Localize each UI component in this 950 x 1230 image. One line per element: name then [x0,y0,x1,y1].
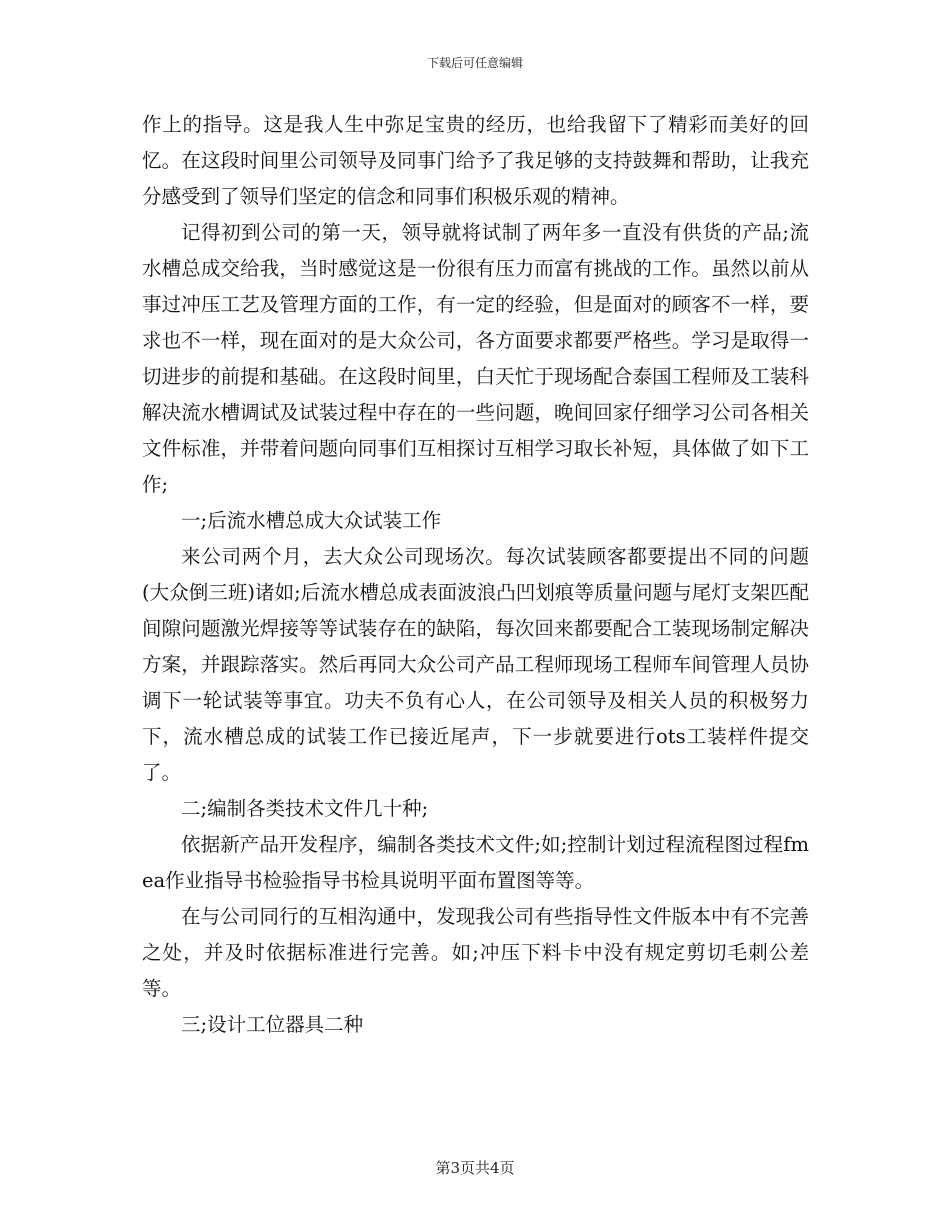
page-header: 下载后可任意编辑 [426,56,523,70]
paragraph: 在与公司同行的互相沟通中，发现我公司有些指导性文件版本中有不完善之处，并及时依据标准进行完善。如;冲压下料卡中没有规定剪切毛刺公差等。 [142,905,809,1000]
paragraph: 来公司两个月，去大众公司现场次。每次试装顾客都要提出不同的问题(大众倒三班)诸如;后流水槽总成表面波浪凸凹划痕等质量问题与尾灯支架匹配间隙问题激光焊接等等试装存在的缺陷，每次回来都要配合工装现场制定解决方案，并跟踪落实。然后再同大众公司产品工程师现场工程师车间管理人员协调下一轮试装等事宜。功夫不负有心人，在公司领导及相关人员的积极努力下，流水槽总成的试装工作已接近尾声，下一步就要进行ots工装样件提交了。 [142,545,809,784]
document-body [142,107,809,1043]
section-heading: 一;后流水槽总成大众试装工作 [181,509,442,532]
paragraph: 作上的指导。这是我人生中弥足宝贵的经历，也给我留下了精彩而美好的回忆。在这段时间里公司领导及同事门给予了我足够的支持鼓舞和帮助，让我充分感受到了领导们坚定的信念和同事们积极乐观的精神。 [142,113,809,208]
paragraph: 记得初到公司的第一天，领导就将试制了两年多一直没有供货的产品;流水槽总成交给我，当时感觉这是一份很有压力而富有挑战的工作。虽然以前从事过冲压工艺及管理方面的工作，有一定的经验，但是面对的顾客不一样，要求也不一样，现在面对的是大众公司，各方面要求都要严格些。学习是取得一切进步的前提和基础。在这段时间里，白天忙于现场配合泰国工程师及工装科解决流水槽调试及试装过程中存在的一些问题，晚间回家仔细学习公司各相关文件标准，并带着问题向同事们互相探讨互相学习取长补短，具体做了如下工作; [142,221,809,496]
paragraph: 依据新产品开发程序，编制各类技术文件;如;控制计划过程流程图过程fmea作业指导书检验指导书检具说明平面布置图等等。 [142,833,809,892]
page-number: 第3页共4页 [435,1159,515,1177]
section-heading: 二;编制各类技术文件几十种; [181,797,429,820]
section-heading: 三;设计工位器具二种 [181,1013,364,1036]
